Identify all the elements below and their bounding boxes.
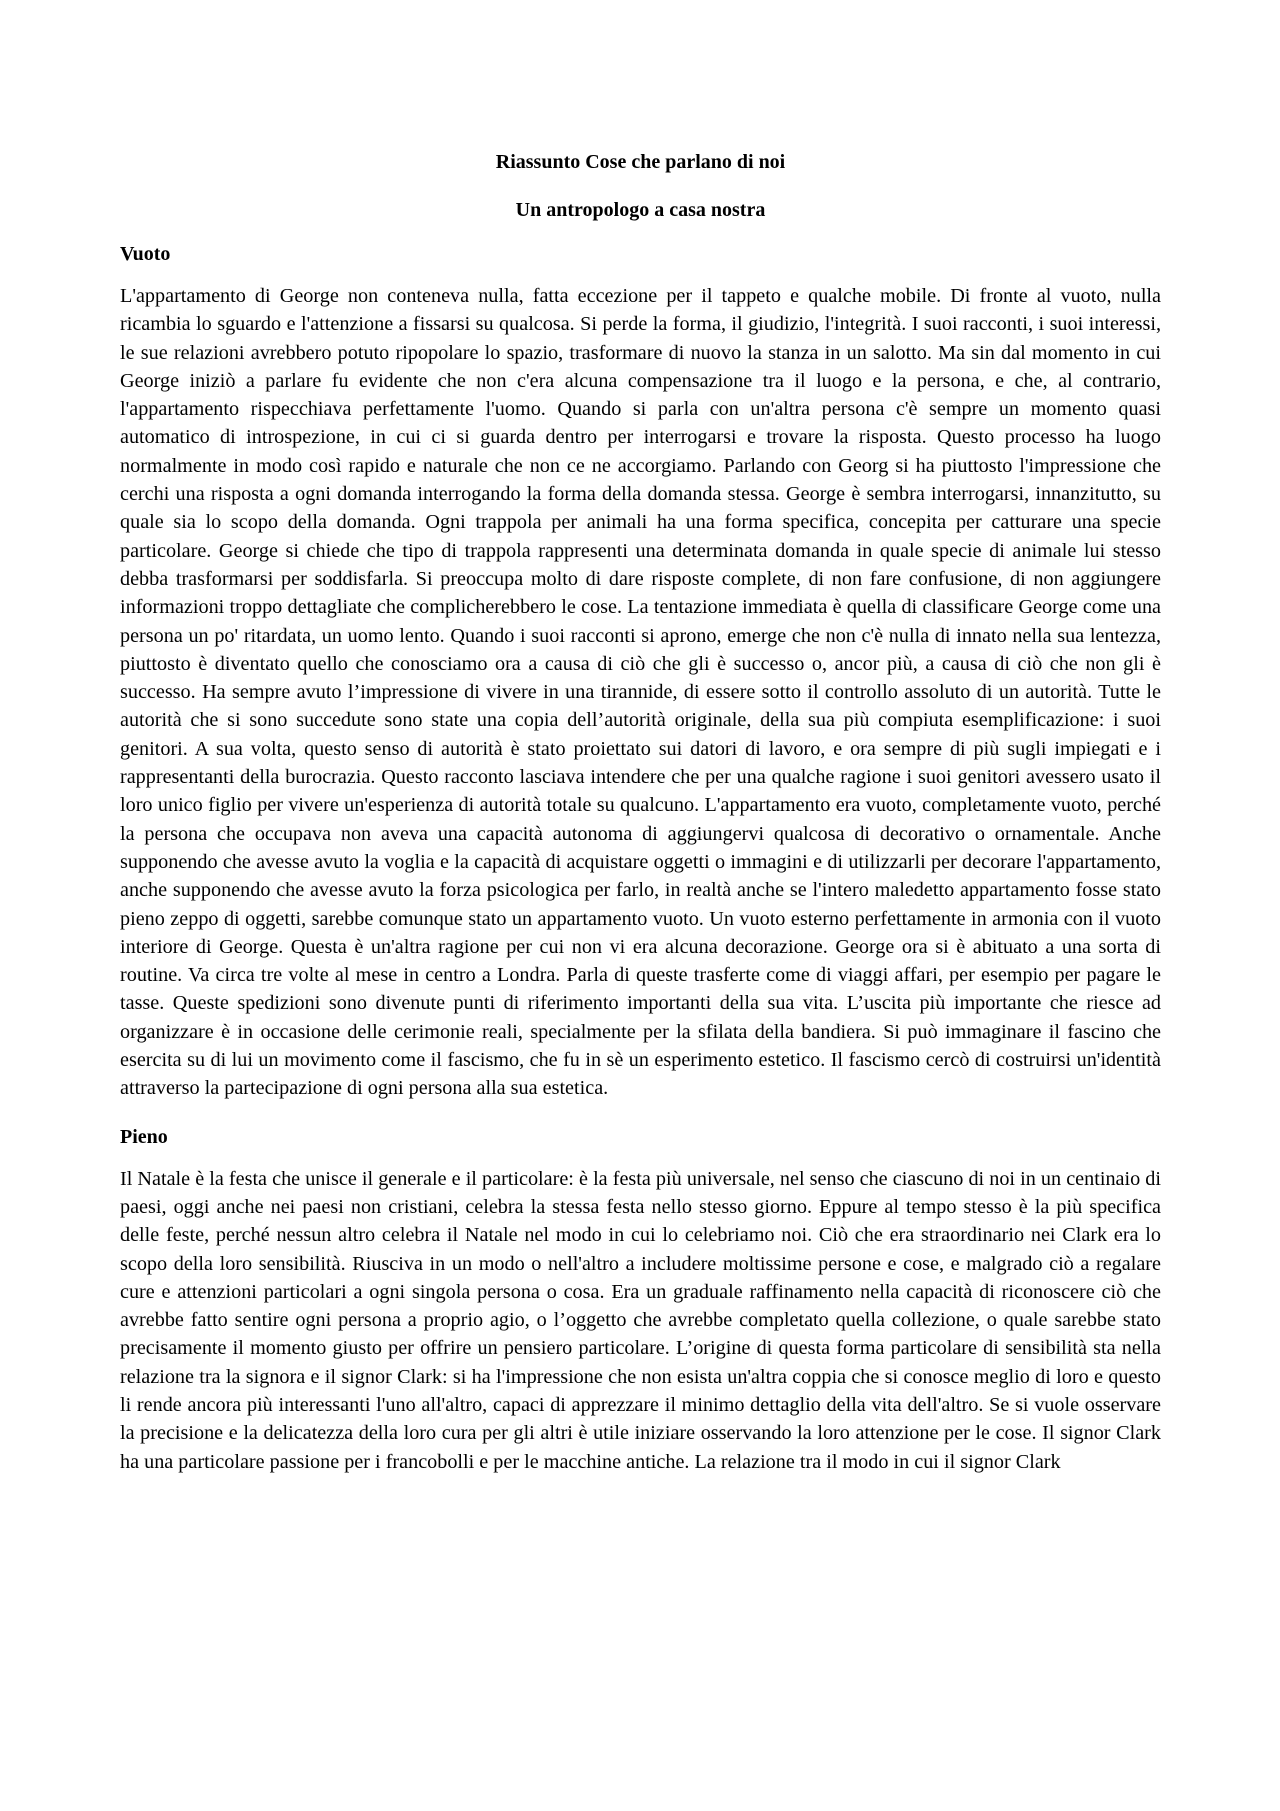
section-heading-pieno: Pieno <box>120 1125 168 1148</box>
section-heading-vuoto: Vuoto <box>120 243 171 265</box>
document-page <box>120 150 1161 1476</box>
section-paragraph-vuoto: L'appartamento di George non conteneva nulla, fatta eccezione per il tappeto e qualche mobile. Di fronte al vuoto, nulla ricambia lo sguardo e l'attenzione a fissarsi su qualcosa. Si perde la forma, il giudizio, l'integrità. I suoi racconti, i suoi interessi, le sue relazioni avrebbero potuto ripopolare lo spazio, trasformare di nuovo la stanza in un salotto. Ma sin dal momento in cui George iniziò a parlare fu evidente che non c'era alcuna compensazione tra il luogo e la persona, e che, al contrario, l'appartamento rispecchiava perfettamente l'uomo. Quando si parla con un'altra persona c'è sempre un momento quasi automatico di introspezione, in cui ci si guarda dentro per interrogarsi e trovare la risposta. Questo processo ha luogo normalmente in modo così rapido e naturale che non ce ne accorgiamo. Parlando con Georg si ha piuttosto l'impressione che cerchi una risposta a ogni domanda interrogando la forma della domanda stessa. George è sembra interrogarsi, innanzitutto, su quale sia lo scopo della domanda. Ogni trappola per animali ha una forma specifica, concepita per catturare una specie particolare. George si chiede che tipo di trappola rappresenti una determinata domanda in quale specie di animale lui stesso debba trasformarsi per soddisfarla. Si preoccupa molto di dare risposte complete, di non fare confusione, di non aggiungere informazioni troppo dettagliate che complicherebbero le cose. La tentazione immediata è quella di classificare George come una persona un po' ritardata, un uomo lento. Quando i suoi racconti si aprono, emerge che non c'è nulla di innato nella sua lentezza, piuttosto è diventato quello che conosciamo ora a causa di ciò che gli è successo o, ancor più, a causa di ciò che non gli è successo. Ha sempre avuto l’impressione di vivere in una tirannide, di essere sotto il controllo assoluto di un autorità. Tutte le autorità che si sono succedute sono state una copia dell’autorità originale, della sua più compiuta esemplificazione: i suoi genitori. A sua volta, questo senso di autorità è stato proiettato sui datori di lavoro, e ora sempre di più sugli impiegati e i rappresentanti della burocrazia. Questo racconto lasciava intendere che per una qualche ragione i suoi genitori avessero usato il loro unico figlio per vivere un'esperienza di autorità totale su qualcuno. L'appartamento era vuoto, completamente vuoto, perché la persona che occupava non aveva una capacità autonoma di aggiungervi qualcosa di decorativo o ornamentale. Anche supponendo che avesse avuto la voglia e la capacità di acquistare oggetti o immagini e di utilizzarli per decorare l'appartamento, anche supponendo che avesse avuto la forza psicologica per farlo, in realtà anche se l'intero maledetto appartamento fosse stato pieno zeppo di oggetti, sarebbe comunque stato un appartamento vuoto. Un vuoto esterno perfettamente in armonia con il vuoto interiore di George. Questa è un'altra ragione per cui non vi era alcuna decorazione. George ora si è abituato a una sorta di routine. Va circa tre volte al mese in centro a Londra. Parla di queste trasferte come di viaggi affari, per esempio per pagare le tasse. Queste spedizioni sono divenute punti di riferimento importanti della sua vita. L’uscita più importante che riesce ad organizzare è in occasione delle cerimonie reali, specialmente per la sfilata della bandiera. Si può immaginare il fascino che esercita su di lui un movimento come il fascismo, che fu in sè un esperimento estetico. Il fascismo cercò di costruirsi un'identità attraverso la partecipazione di ogni persona alla sua estetica. <box>120 285 1161 1100</box>
document-subtitle: Un antropologo a casa nostra <box>515 199 766 221</box>
document-title: Riassunto Cose che parlano di noi <box>495 151 786 173</box>
section-paragraph-pieno: Il Natale è la festa che unisce il generale e il particolare: è la festa più universale, nel senso che ciascuno di noi in un centinaio di paesi, oggi anche nei paesi non cristiani, celebra la stessa festa nello stesso giorno. Eppure al tempo stesso è la più specifica delle feste, perché nessun altro celebra il Natale nel modo in cui lo celebriamo noi. Ciò che era straordinario nei Clark era lo scopo della loro sensibilità. Riusciva in un modo o nell'altro a includere moltissime persone e cose, e malgrado ciò a regalare cure e attenzioni particolari a ogni singola persona o cosa. Era un graduale raffinamento nella capacità di riconoscere ciò che avrebbe fatto sentire ogni persona a proprio agio, o l’oggetto che avrebbe completato quella collezione, o quale sarebbe stato precisamente il momento giusto per offrire un pensiero particolare. L’origine di questa forma particolare di sensibilità sta nella relazione tra la signora e il signor Clark: si ha l'impressione che non esista un'altra coppia che si conosce meglio di loro e questo li rende ancora più interessanti l'uno all'altro, capaci di apprezzare il minimo dettaglio della vita dell'altro. Se si vuole osservare la precisione e la delicatezza della loro cura per gli altri è utile iniziare osservando la loro attenzione per le cose. Il signor Clark ha una particolare passione per i francobolli e per le macchine antiche. La relazione tra il modo in cui il signor Clark <box>120 1167 1161 1473</box>
